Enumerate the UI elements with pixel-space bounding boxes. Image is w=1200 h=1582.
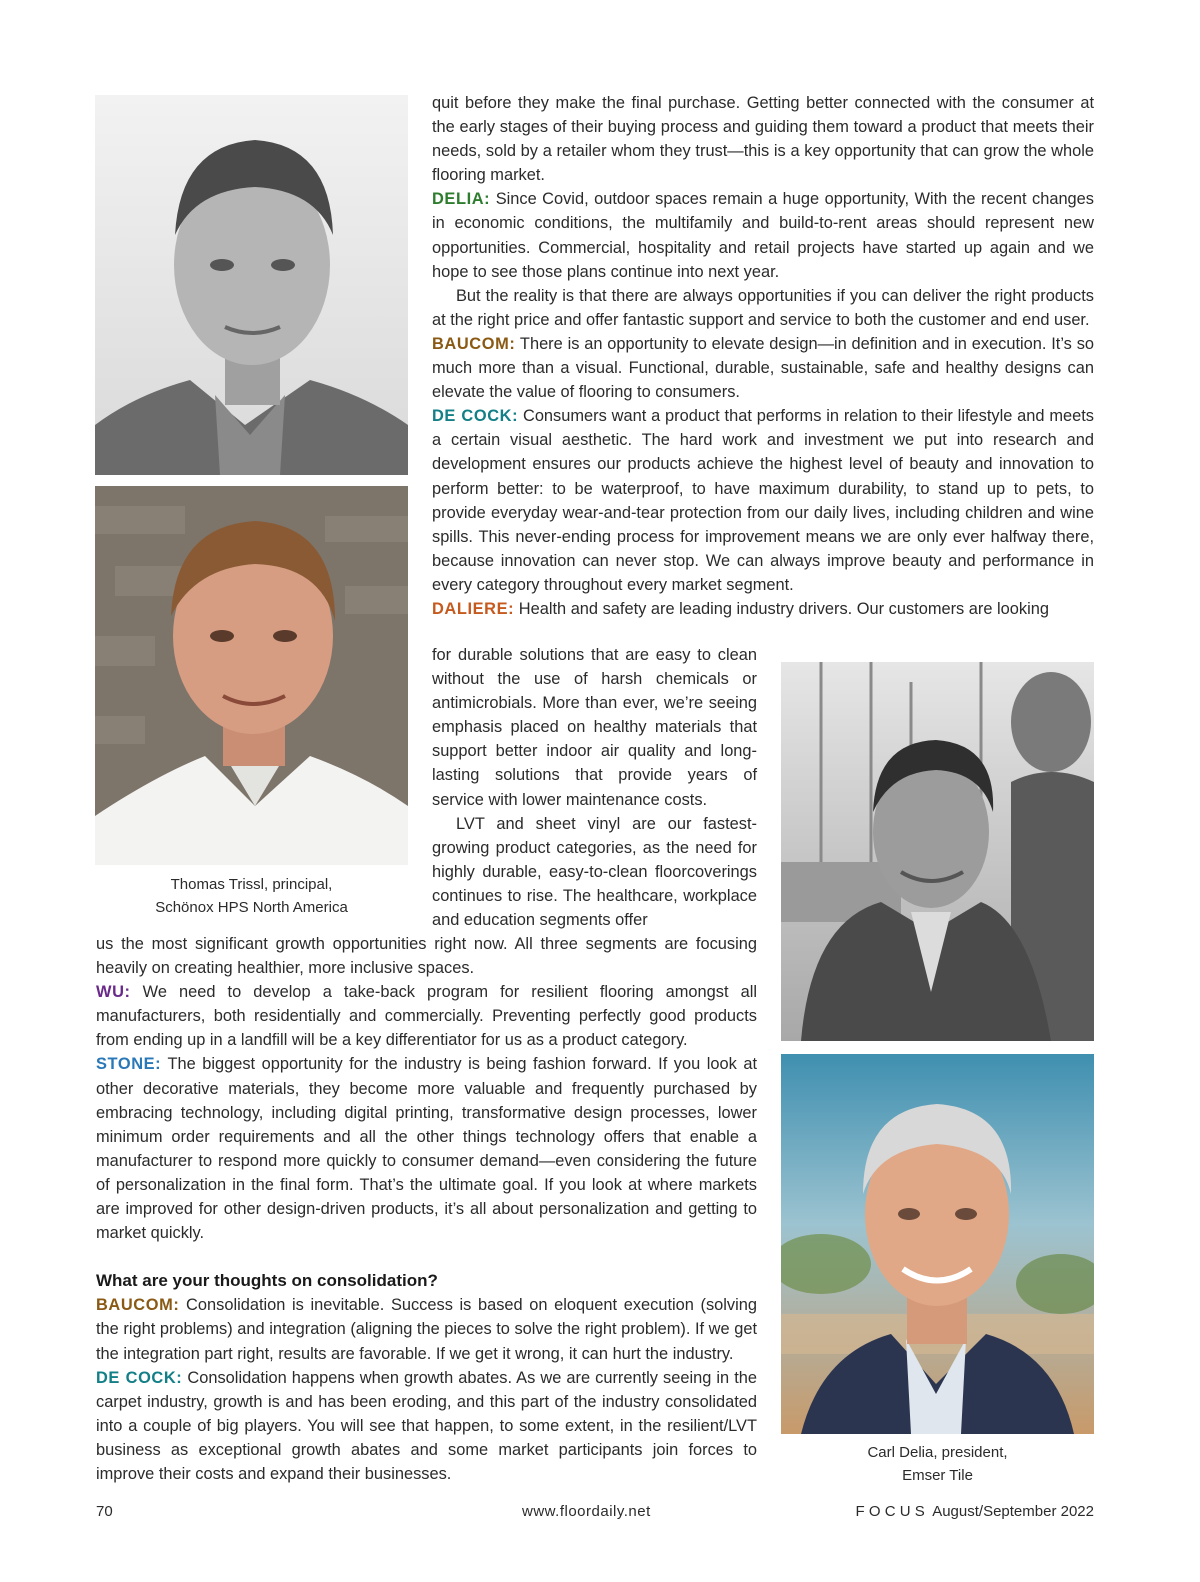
website-link[interactable]: www.floordaily.net <box>522 1503 651 1520</box>
paragraph-text: Consolidation is inevitable. Success is based on eloquent execution (solving the right problems) and integration (aligning the pieces to solve the right problem). If we get the integration part right, results are favorable. If we get it wrong, it can hurt the industry. <box>96 1296 757 1363</box>
paragraph-text: Consolidation happens when growth abates. As we are currently seeing in the carpet industry, growth is and has been eroding, and this part of the industry consolidated into a couple of big players. You will see that happen, to some extent, in the resilient/LVT business as exceptional growth abates and some market participants join forces to improve their costs and expand their businesses. <box>96 1368 758 1483</box>
speaker-name: DALIERE: <box>432 599 515 618</box>
body-paragraph: But the reality is that there are always opportunities if you can deliver the right products at the right price and offer fantastic support and service to both the customer and end user. <box>432 286 1094 329</box>
photo-thomas-trissl <box>95 486 408 865</box>
speaker-name: WU: <box>96 983 131 1002</box>
caption-thomas-trissl <box>95 873 408 919</box>
caption-carl-delia <box>781 1441 1094 1487</box>
body-paragraph: LVT and sheet vinyl are our fastest-growing product categories, as the need for highly durable, easy-to-clean floorcoverings continues to rise. The healthcare, workplace and education segments offer <box>432 814 757 930</box>
paragraph-text: There is an opportunity to elevate design—in definition and in execution. It’s so much more than a visual. Functional, durable, sustainable, safe and healthy designs can elevate the value of flooring to consumers. <box>432 334 1094 402</box>
body-paragraph: for durable solutions that are easy to clean without the use of harsh chemicals or antimicrobials. More than ever, we’re seeing emphasis placed on healthy materials that support better indoor air quality and long-lasting solutions that provide years of service with lower maintenance costs. <box>432 646 757 809</box>
article-text-top <box>432 91 1094 621</box>
paragraph-text: We need to develop a take-back program for resilient flooring amongst all manufacturers, both residentially and commercially. Preventing perfectly good products from ending up in a landfill will be a key differentiator for us as a product category. <box>96 983 757 1050</box>
speaker-paragraph <box>432 187 1094 283</box>
speaker-paragraph <box>432 332 1094 404</box>
speaker-paragraph <box>96 1293 757 1365</box>
paragraph-text: The biggest opportunity for the industry is being fashion forward. If you look at other decorative materials, they become more valuable and frequently purchased by embracing technology, including digital printing, transformative design processes, lower minimum order requirements and all the other things technology offers that enable a manufacturer to respond more quickly to consumer demand—even considering the future of personalization in the final form. That’s the ultimate goal. If you look at where markets are improved for other design-driven products, it’s all about personalization and getting to market quickly. <box>96 1055 757 1243</box>
article-text-middle <box>432 643 757 932</box>
speaker-name: STONE: <box>96 1055 162 1074</box>
caption-line: Thomas Trissl, principal, <box>170 876 333 893</box>
photo-candid-grayscale <box>781 662 1094 1041</box>
paragraph-text: Since Covid, outdoor spaces remain a huge opportunity, With the recent changes in economic conditions, the multifamily and build-to-rent areas should represent new opportunities. Commercial, hospitality and retail projects have started up again and we hope to see those plans continue into next year. <box>432 190 1094 281</box>
publication-info: F O C U S August/September 2022 <box>855 1503 1094 1520</box>
caption-line: Carl Delia, president, <box>867 1444 1008 1461</box>
speaker-name: DELIA: <box>432 190 491 209</box>
speaker-paragraph <box>96 980 757 1052</box>
section-question-heading: What are your thoughts on consolidation? <box>96 1271 438 1291</box>
photo-carl-delia <box>781 1054 1094 1434</box>
paragraph-text: Consumers want a product that performs in relation to their lifestyle and meets a certain visual aesthetic. The hard work and investment we put into research and development ensures our products achieve the highest level of beauty and innovation to perform better: to be waterproof, to have maximum durability, to stand up to pets, to provide everyday wear-and-tear protection from our daily lives, including children and wine spills. This never-ending process for improvement means we are only ever halfway there, because innovation can never stop. We can always improve beauty and performance in every category throughout every market segment. <box>432 407 1095 594</box>
body-paragraph: us the most significant growth opportunities right now. All three segments are focusing heavily on creating healthier, more inclusive spaces. <box>96 935 757 978</box>
speaker-name: BAUCOM: <box>96 1296 180 1315</box>
paragraph-text: Health and safety are leading industry drivers. Our customers are looking <box>514 599 1049 618</box>
caption-line: Emser Tile <box>902 1467 973 1484</box>
speaker-name: DE COCK: <box>96 1368 183 1387</box>
speaker-paragraph <box>432 597 1094 621</box>
photo-portrait-grayscale <box>95 95 408 475</box>
caption-line: Schönox HPS North America <box>155 899 348 916</box>
speaker-name: BAUCOM: <box>432 334 516 353</box>
speaker-paragraph <box>432 404 1094 597</box>
speaker-paragraph <box>96 1052 757 1245</box>
article-text-bottom <box>96 932 757 1486</box>
body-paragraph: quit before they make the final purchase. Getting better connected with the consumer at the early stages of their buying process and guiding them toward a product that meets their needs, sold by a retailer whom they trust—this is a key opportunity that can grow the whole flooring market. <box>432 94 1094 185</box>
speaker-name: DE COCK: <box>432 407 519 426</box>
page-number: 70 <box>96 1503 113 1520</box>
speaker-paragraph <box>96 1366 757 1486</box>
